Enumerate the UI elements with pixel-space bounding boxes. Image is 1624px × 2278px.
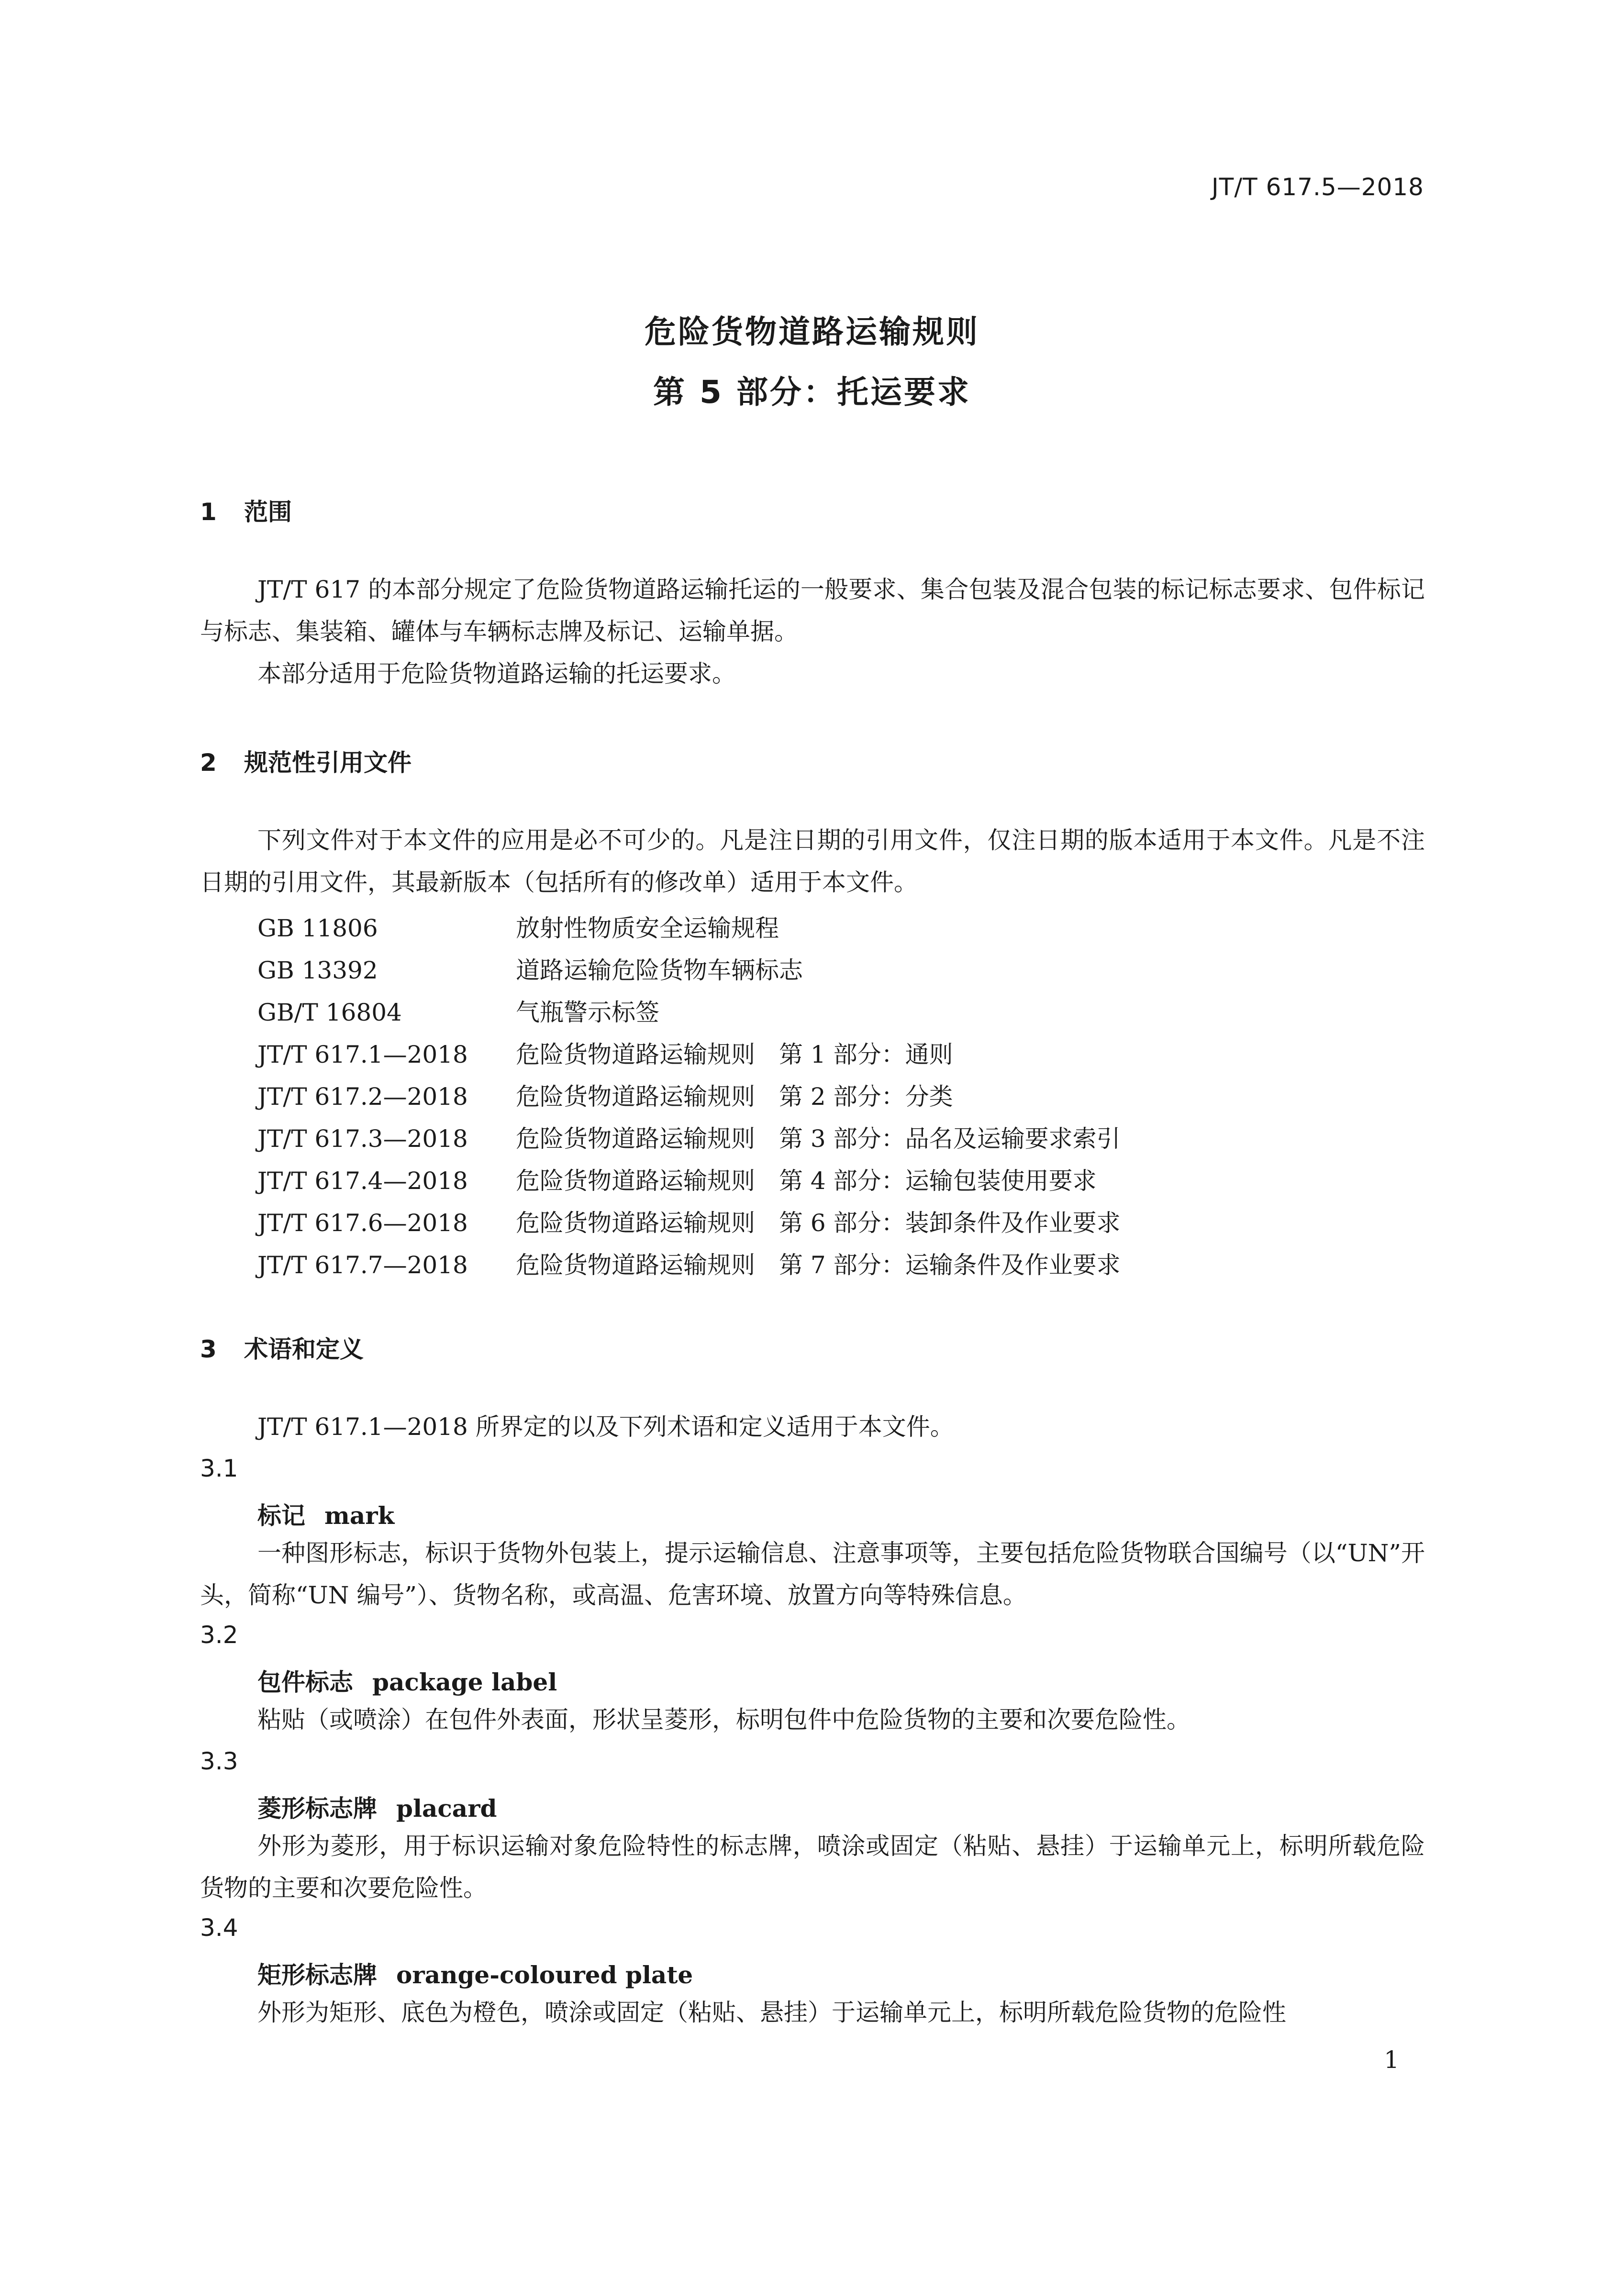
page-number: 1 bbox=[1384, 2046, 1399, 2074]
clause-number: 3.2 bbox=[200, 1621, 238, 1649]
reference-code: JT/T 617.6—2018 bbox=[257, 1209, 468, 1237]
paragraph: 下列文件对于本文件的应用是必不可少的。凡是注日期的引用文件，仅注日期的版本适用于本文件。凡是不注日期的引用文件，其最新版本（包括所有的修改单）适用于本文件。 bbox=[200, 826, 1425, 896]
term-zh: 标记 bbox=[257, 1502, 305, 1530]
term-zh: 矩形标志牌 bbox=[257, 1961, 377, 1989]
reference-title: 危险货物道路运输规则 第 6 部分：装卸条件及作业要求 bbox=[516, 1209, 1121, 1237]
reference-item bbox=[257, 1246, 1121, 1280]
term-zh: 包件标志 bbox=[257, 1668, 353, 1696]
reference-code: JT/T 617.1—2018 bbox=[257, 1041, 468, 1068]
reference-code: GB 11806 bbox=[257, 914, 378, 942]
reference-item bbox=[257, 951, 803, 986]
paragraph: JT/T 617 的本部分规定了危险货物道路运输托运的一般要求、集合包装及混合包装的标记标志要求、包件标记与标志、集装箱、罐体与车辆标志牌及标记、运输单据。 bbox=[200, 576, 1425, 645]
document-title: 危险货物道路运输规则 bbox=[645, 313, 979, 350]
reference-item bbox=[257, 909, 779, 944]
reference-item bbox=[257, 993, 659, 1028]
term-en: package label bbox=[372, 1668, 557, 1696]
section-number: 1 bbox=[200, 498, 217, 526]
section-heading-3 bbox=[200, 1330, 364, 1365]
reference-title: 气瓶警示标签 bbox=[516, 999, 659, 1026]
term-heading bbox=[257, 1956, 693, 1990]
paragraph: 本部分适用于危险货物道路运输的托运要求。 bbox=[257, 660, 736, 688]
reference-title: 放射性物质安全运输规程 bbox=[516, 914, 779, 942]
paragraph: JT/T 617.1—2018 所界定的以及下列术语和定义适用于本文件。 bbox=[257, 1413, 954, 1441]
term-zh: 菱形标志牌 bbox=[257, 1795, 377, 1822]
reference-code: JT/T 617.2—2018 bbox=[257, 1083, 468, 1111]
reference-item bbox=[257, 1035, 953, 1070]
term-definition: 外形为矩形、底色为橙色，喷涂或固定（粘贴、悬挂）于运输单元上，标明所载危险货物的危险性 bbox=[257, 1999, 1286, 2026]
term-heading bbox=[257, 1789, 497, 1824]
clause-number: 3.4 bbox=[200, 1914, 238, 1942]
term-en: placard bbox=[396, 1794, 497, 1822]
document-subtitle: 第 5 部分：托运要求 bbox=[653, 374, 971, 411]
section-title: 规范性引用文件 bbox=[244, 749, 412, 777]
reference-code: JT/T 617.7—2018 bbox=[257, 1251, 468, 1279]
reference-item bbox=[257, 1120, 1121, 1154]
standard-code: JT/T 617.5—2018 bbox=[1212, 173, 1424, 201]
section-title: 术语和定义 bbox=[244, 1335, 364, 1363]
clause-number: 3.1 bbox=[200, 1455, 238, 1482]
reference-title: 危险货物道路运输规则 第 4 部分：运输包装使用要求 bbox=[516, 1167, 1097, 1195]
reference-item bbox=[257, 1162, 1097, 1196]
reference-title: 危险货物道路运输规则 第 1 部分：通则 bbox=[516, 1041, 953, 1068]
reference-code: JT/T 617.3—2018 bbox=[257, 1125, 468, 1153]
section-heading-2 bbox=[200, 744, 412, 778]
term-en: mark bbox=[324, 1501, 395, 1530]
reference-title: 危险货物道路运输规则 第 7 部分：运输条件及作业要求 bbox=[516, 1251, 1121, 1279]
reference-code: GB 13392 bbox=[257, 956, 378, 984]
reference-title: 危险货物道路运输规则 第 3 部分：品名及运输要求索引 bbox=[516, 1125, 1121, 1153]
term-definition: 一种图形标志，标识于货物外包装上，提示运输信息、注意事项等，主要包括危险货物联合国编号（以“UN”开头，简称“UN 编号”）、货物名称，或高温、危害环境、放置方向等特殊信息。 bbox=[200, 1539, 1425, 1609]
clause-number: 3.3 bbox=[200, 1747, 238, 1775]
reference-title: 道路运输危险货物车辆标志 bbox=[516, 956, 803, 984]
section-number: 2 bbox=[200, 749, 217, 777]
term-heading bbox=[257, 1497, 394, 1531]
reference-code: GB/T 16804 bbox=[257, 999, 402, 1026]
term-definition: 粘贴（或喷涂）在包件外表面，形状呈菱形，标明包件中危险货物的主要和次要危险性。 bbox=[257, 1706, 1190, 1734]
term-en: orange-coloured plate bbox=[396, 1961, 693, 1989]
reference-code: JT/T 617.4—2018 bbox=[257, 1167, 468, 1195]
reference-item bbox=[257, 1078, 953, 1112]
section-heading-1 bbox=[200, 493, 292, 527]
reference-title: 危险货物道路运输规则 第 2 部分：分类 bbox=[516, 1083, 953, 1111]
term-definition: 外形为菱形，用于标识运输对象危险特性的标志牌，喷涂或固定（粘贴、悬挂）于运输单元上，标明所载危险货物的主要和次要危险性。 bbox=[200, 1832, 1425, 1902]
section-number: 3 bbox=[200, 1335, 217, 1363]
reference-item bbox=[257, 1204, 1121, 1238]
term-heading bbox=[257, 1663, 557, 1698]
section-title: 范围 bbox=[244, 498, 292, 526]
